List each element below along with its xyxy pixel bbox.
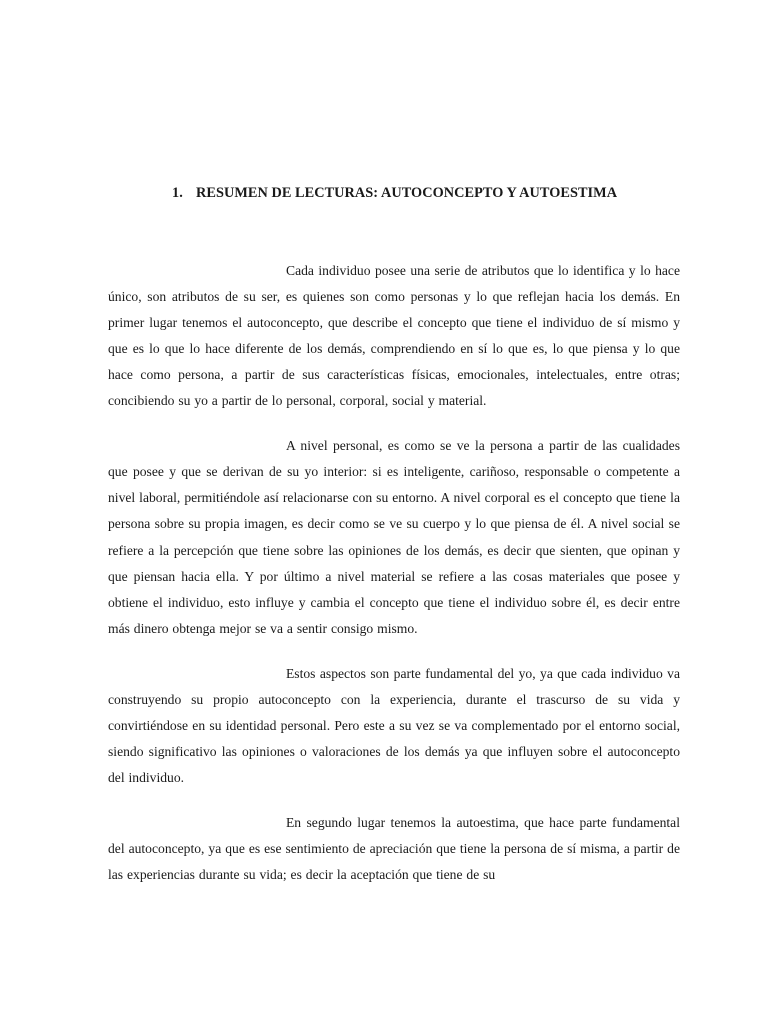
- paragraph-autoconcepto: Cada individuo posee una serie de atributos que lo identifica y lo hace único, son atributos de su ser, es quienes son como personas y lo que reflejan hacia los demás. En primer lugar tenemos el autoconcepto, que describe el concepto que tiene el individuo de sí mismo y que es lo que lo hace diferente de los demás, comprendiendo en sí lo que es, lo que piensa y lo que hace como persona, a partir de sus características físicas, emocionales, intelectuales, entre otras; concibiendo su yo a partir de lo personal, corporal, social y material.: [108, 263, 680, 409]
- paragraph-autoestima: En segundo lugar tenemos la autoestima, que hace parte fundamental del autoconcepto, ya que es ese sentimiento de apreciación que tiene la persona de sí misma, a partir de las experiencias durante su vida; es decir la aceptación que tiene de su: [108, 814, 680, 882]
- paragraph-aspectos: Estos aspectos son parte fundamental del yo, ya que cada individuo va construyendo su propio autoconcepto con la experiencia, durante el trascurso de su vida y convirtiéndose en su identidad personal. Pero este a su vez se va complementado por el entorno social, siendo significativo las opiniones o valoraciones de los demás ya que influyen sobre el autoconcepto del individuo.: [108, 665, 680, 785]
- section-title: RESUMEN DE LECTURAS: AUTOCONCEPTO Y AUTOESTIMA: [196, 185, 618, 201]
- section-number: 1.: [172, 185, 183, 201]
- document-body: [108, 258, 680, 888]
- paragraph-nivel-personal: A nivel personal, es como se ve la persona a partir de las cualidades que posee y que se derivan de su yo interior: si es inteligente, cariñoso, responsable o competente a nivel laboral, permitiéndole así relacionarse con su entorno. A nivel corporal es el concepto que tiene la persona sobre su propia imagen, es decir como se ve su cuerpo y lo que piensa de él. A nivel social se refiere a la percepción que tiene sobre las opiniones de los demás, es decir que sienten, que opinan y que piensan hacia ella. Y por último a nivel material se refiere a las cosas materiales que posee y obtiene el individuo, esto influye y cambia el concepto que tiene el individuo sobre él, es decir entre más dinero obtenga mejor se va a sentir consigo mismo.: [108, 438, 680, 636]
